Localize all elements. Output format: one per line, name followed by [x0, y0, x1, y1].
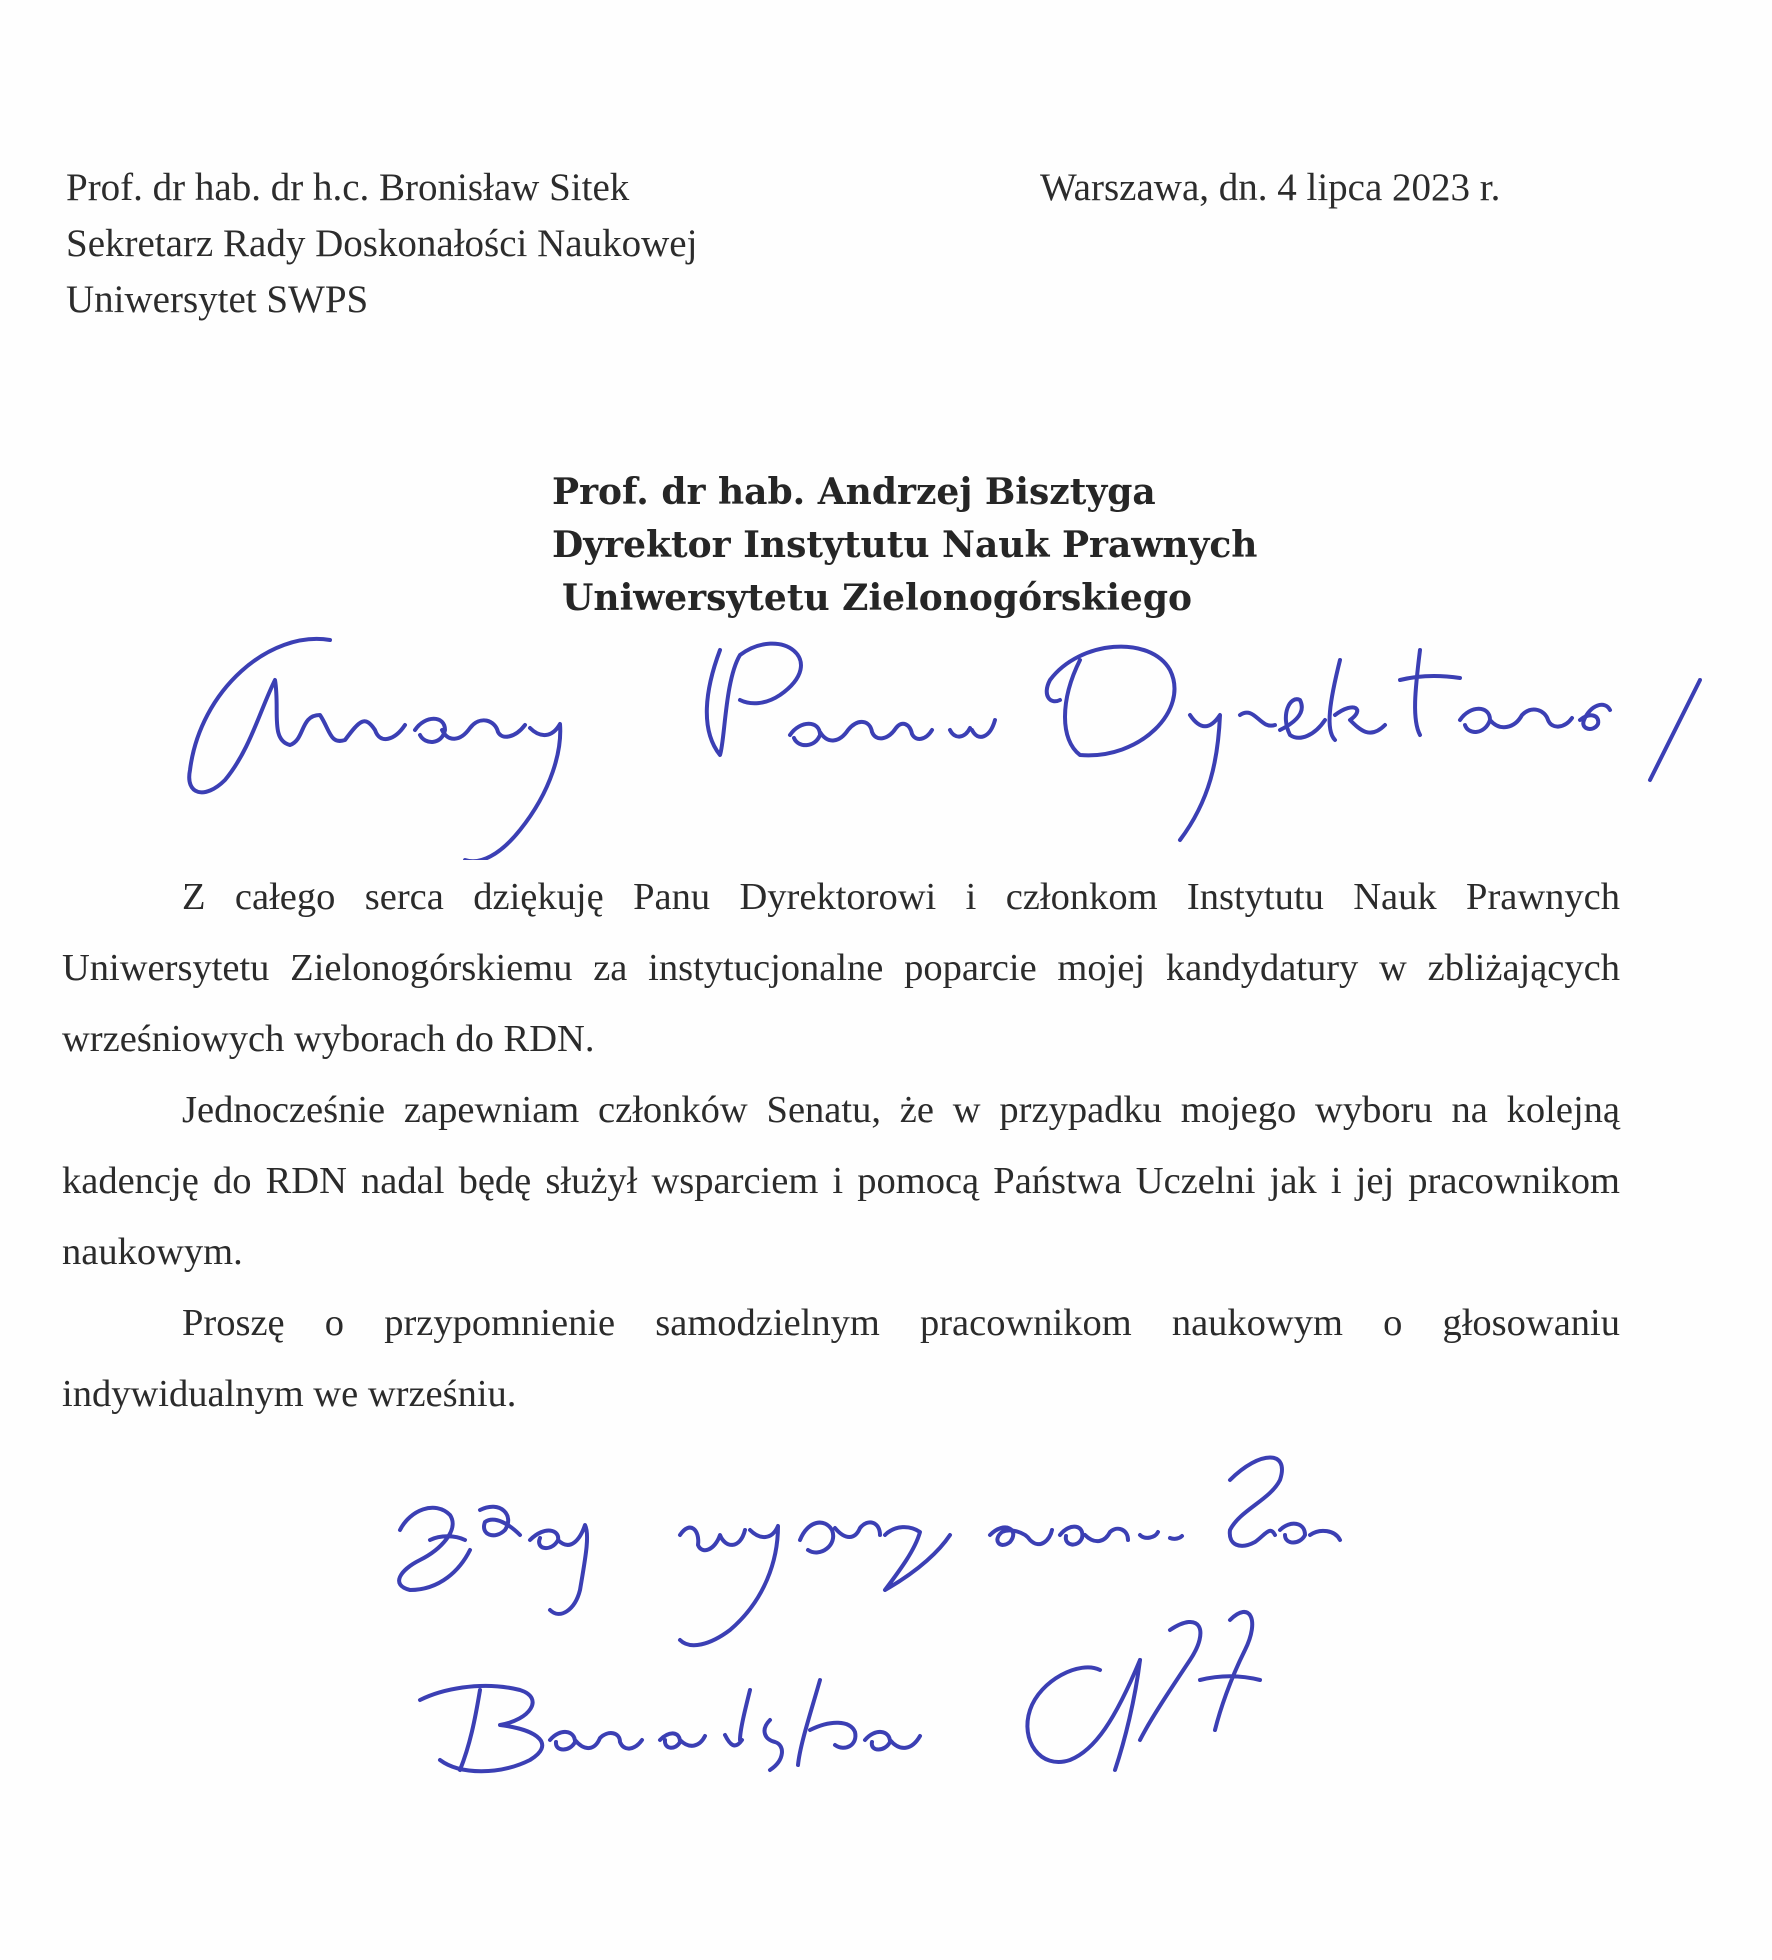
body-paragraph-3: Proszę o przypomnienie samodzielnym pracownikom naukowym o głosowaniu indywidualnym we wrześniu.	[62, 1302, 1620, 1415]
sender-block	[66, 160, 697, 328]
letter-date: Warszawa, dn. 4 lipca 2023 r.	[1040, 166, 1501, 209]
body-paragraph-2: Jednocześnie zapewniam członków Senatu, że w przypadku mojego wyboru na kolejną kadencję do RDN nadal będę służył wsparciem i pomocą Państwa Uczelni jak i jej pracownikom naukowym.	[62, 1089, 1620, 1273]
addressee-name: Prof. dr hab. Andrzej Bisztyga	[552, 471, 1156, 513]
addressee-block	[552, 466, 1257, 625]
sender-institution: Uniwersytet SWPS	[66, 278, 369, 321]
sender-position: Sekretarz Rady Doskonałości Naukowej	[66, 222, 698, 265]
handwritten-closing-signature	[380, 1440, 1620, 1820]
letter-body	[62, 862, 1620, 1430]
body-paragraph-1: Z całego serca dziękuję Panu Dyrektorowi i członkom Instytutu Nauk Prawnych Uniwersytetu Zielonogórskiemu za instytucjonalne poparcie mojej kandydatury w zbliżających wrześniowych wyborach do RDN.	[62, 876, 1620, 1060]
addressee-institution: Uniwersytetu Zielonogórskiego	[562, 577, 1193, 619]
handwritten-salutation	[180, 620, 1740, 860]
addressee-position: Dyrektor Instytutu Nauk Prawnych	[552, 524, 1258, 566]
sender-name: Prof. dr hab. dr h.c. Bronisław Sitek	[66, 166, 630, 209]
